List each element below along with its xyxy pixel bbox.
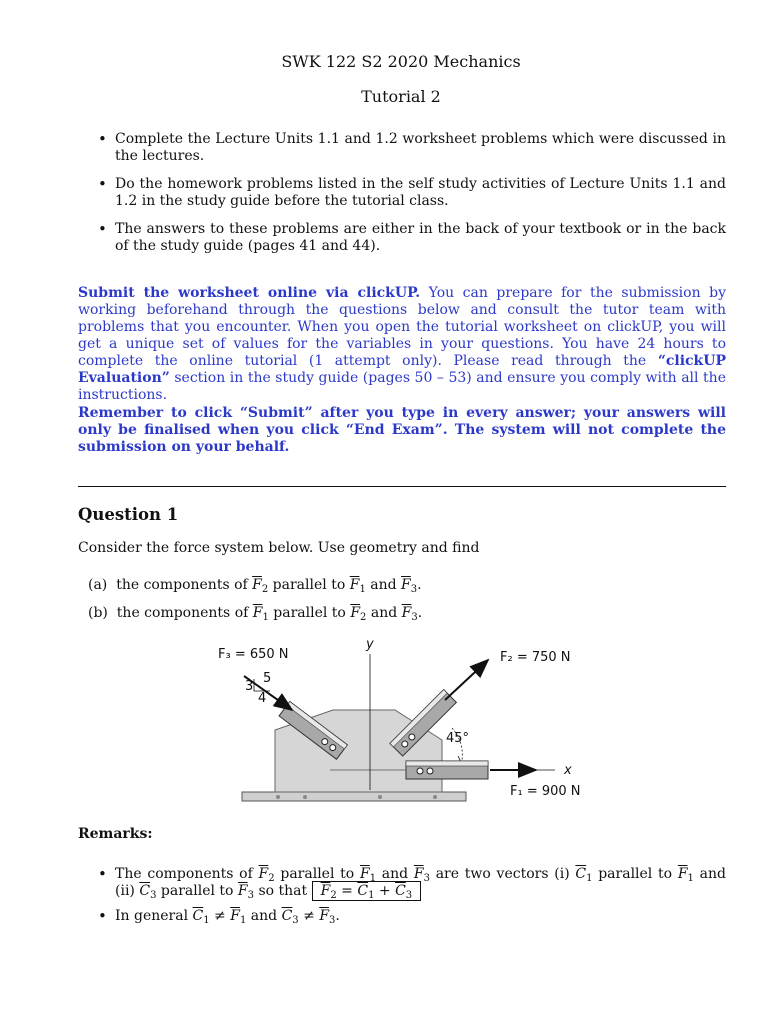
remarks-list xyxy=(78,866,726,933)
f2-label: F₂ = 750 N xyxy=(500,650,571,665)
clickup-evaluation-ref: “clickUP Evaluation” xyxy=(78,353,726,386)
document-title: SWK 122 S2 2020 Mechanics xyxy=(281,52,521,71)
remarks-heading: Remarks: xyxy=(78,826,153,842)
question-heading: Question 1 xyxy=(78,505,179,524)
member-f1 xyxy=(406,761,488,779)
submit-text-1: You can prepare for the submission by working beforehand through the questions below and consult the tutor team with problems that you encounter. When you open the tutorial worksheet on clickUP, you will get a unique set of values for the variables in your questions. You have 24 hours to complete the online tutorial (1 attempt only). Please read through the xyxy=(78,285,726,369)
instruction-list xyxy=(78,131,726,266)
submit-lead: Submit the worksheet online via clickUP. xyxy=(78,285,421,301)
x-axis-label: x xyxy=(564,763,572,778)
angle-label: 45° xyxy=(446,731,470,746)
force-system-diagram xyxy=(200,632,600,812)
f2-arrow xyxy=(445,660,488,700)
f1-label: F₁ = 900 N xyxy=(510,784,581,799)
document-subtitle: Tutorial 2 xyxy=(361,87,441,106)
question-part-b: (b) the components of $\overline{F}_1$ parallel to $\overline{F}_2$ and $\overline{F}_3$. xyxy=(88,605,423,623)
slope-label-5: 5 xyxy=(263,671,272,686)
list-item: • Do the homework problems listed in the self study activities of Lecture Units 1.1 and 1.2 in the study guide before the tutorial class. xyxy=(78,176,726,210)
list-item: • The answers to these problems are either in the back of your textbook or in the back of the study guide (pages 41 and 44). xyxy=(78,221,726,255)
submit-text-2: section in the study guide (pages 50 – 53) and ensure you comply with all the instructions. xyxy=(78,370,726,403)
slope-label-3: 3 xyxy=(245,679,254,694)
section-divider xyxy=(78,486,726,487)
list-item: • Complete the Lecture Units 1.1 and 1.2 worksheet problems which were discussed in the lectures. xyxy=(78,131,726,165)
slope-label-4: 4 xyxy=(258,691,267,706)
boxed-equation: $\overline{F}_2 = \overline{C}_1 + \overline{C}_3$ xyxy=(312,881,422,901)
base-plate xyxy=(242,792,466,801)
question-part-a: (a) the components of $\overline{F}_2$ parallel to $\overline{F}_1$ and $\overline{F}_3$. xyxy=(88,577,422,595)
list-item: • The components of $\overline{F}_2$ parallel to $\overline{F}_1$ and $\overline{F}_3$ are two vectors (i) $\overline{C}_1$ parallel to $\overline{F}_1$ and (ii) $\overline{C}_3$ parallel to $\overline{F}_3$ so that $\overline{F}_2 = \overline{C}_1 + \overline{C}_3$ xyxy=(78,866,726,900)
f3-label: F₃ = 650 N xyxy=(218,647,289,662)
remember-paragraph: Remember to click “Submit” after you type in every answer; your answers will only be finalised when you click “End Exam”. The system will not complete the submission on your behalf. xyxy=(78,405,726,455)
question-intro: Consider the force system below. Use geometry and find xyxy=(78,540,480,556)
submission-paragraph xyxy=(78,285,726,404)
y-axis-label: y xyxy=(366,637,374,652)
list-item: • In general $\overline{C}_1 \ne \overline{F}_1$ and $\overline{C}_3 \ne \overline{F}_3$. xyxy=(78,908,726,925)
